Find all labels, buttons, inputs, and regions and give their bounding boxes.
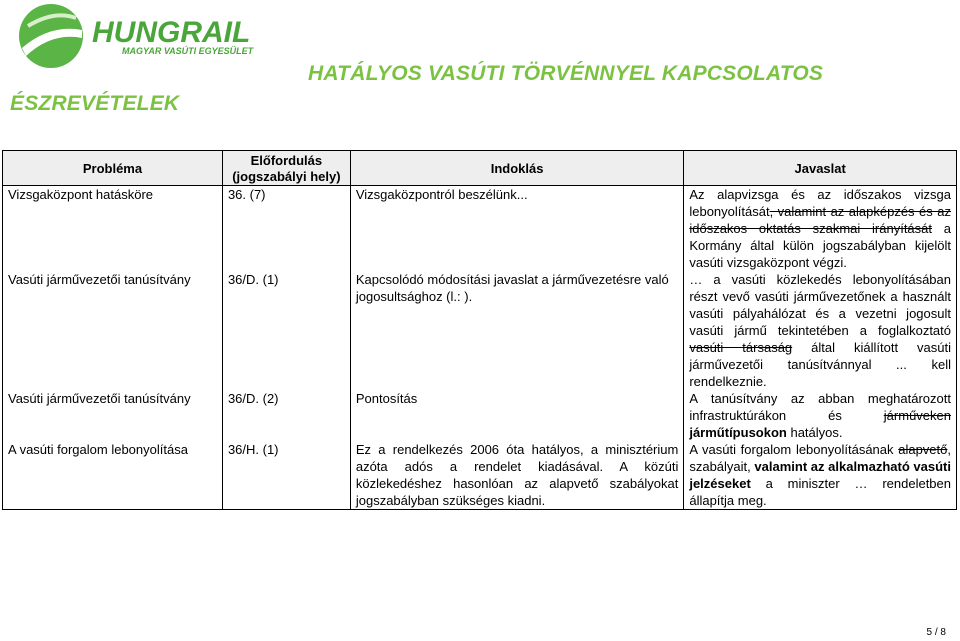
- cell-indoklas: Vizsgaközpontról beszélünk...: [350, 186, 684, 272]
- cell-hely: 36/H. (1): [222, 441, 350, 510]
- cell-indoklas: Pontosítás: [350, 390, 684, 441]
- cell-problema: Vasúti járművezetői tanúsítvány: [3, 271, 223, 390]
- javaslat-text: , szabályait,: [689, 442, 951, 474]
- javaslat-deleted-text: vasúti társaság: [689, 340, 793, 355]
- javaslat-deleted-text: , valamint az alapképzés és az időszakos oktatás szakmai irányítását: [689, 204, 951, 236]
- cell-hely: 36/D. (1): [222, 271, 350, 390]
- logo-wordmark: HUNGRAIL: [92, 16, 251, 49]
- javaslat-text: a Kormány által külön jogszabályban kijelölt vasúti vizsgaközpont végzi.: [689, 221, 951, 270]
- javaslat-deleted-text: alapvető: [898, 442, 948, 457]
- javaslat-deleted-text: járműveken: [883, 408, 951, 423]
- cell-problema: A vasúti forgalom lebonyolítása: [3, 441, 223, 510]
- cell-hely: 36. (7): [222, 186, 350, 272]
- javaslat-text: A vasúti forgalom lebonyolításának: [689, 442, 899, 457]
- cell-javaslat: [684, 186, 957, 272]
- header-elofordulas: [222, 151, 350, 186]
- table-row: [3, 271, 957, 390]
- page-title-line-1: HATÁLYOS VASÚTI TÖRVÉNNYEL KAPCSOLATOS: [308, 62, 824, 85]
- table-row: [3, 390, 957, 441]
- cell-problema: Vasúti járművezetői tanúsítvány: [3, 390, 223, 441]
- header-problema: Probléma: [3, 151, 223, 186]
- hungrail-logo-graphic: [14, 2, 274, 72]
- header-javaslat: Javaslat: [684, 151, 957, 186]
- cell-javaslat: [684, 441, 957, 510]
- cell-problema: Vizsgaközpont hatásköre: [3, 186, 223, 272]
- javaslat-text: … a vasúti közlekedés lebonyolításában részt vevő vasúti járművezetőnek a használt vasúti pályahálózat és a vezetni jogosult vasúti jármű tekintetében a foglalkoztató: [689, 272, 951, 338]
- javaslat-added-text: járműtípusokon: [689, 425, 787, 440]
- javaslat-added-text: valamint az alkalmazható vasúti jelzéseket: [689, 459, 951, 491]
- hungrail-logo: [14, 2, 274, 72]
- javaslat-text: hatályos.: [786, 425, 843, 440]
- javaslat-text: által kiállított vasúti járművezetői tanúsítvánnyal ... kell rendelkeznie.: [689, 340, 951, 389]
- javaslat-text: A tanúsítvány az abban meghatározott infrastruktúrákon és: [689, 391, 951, 423]
- cell-indoklas: Ez a rendelkezés 2006 óta hatályos, a minisztérium azóta adós a rendelet kiadásával. A közúti közlekedéshez hasonlóan az alapvető szabályokat jogszabályban szükséges kiadni.: [350, 441, 684, 510]
- table-row: [3, 186, 957, 272]
- page-number: 5 / 8: [926, 627, 946, 638]
- javaslat-text: Az alapvizsga és az időszakos vizsga lebonyolítását: [689, 187, 951, 219]
- header-elofordulas-line2: (jogszabályi hely): [232, 169, 341, 184]
- cell-indoklas: Kapcsolódó módosítási javaslat a járművezetésre való jogosultsághoz (l.: ).: [350, 271, 684, 390]
- observations-table: [2, 150, 957, 510]
- page-title-line-2: ÉSZREVÉTELEK: [10, 92, 180, 115]
- logo-tagline: MAGYAR VASÚTI EGYESÜLET: [122, 46, 254, 56]
- cell-javaslat: [684, 390, 957, 441]
- header-elofordulas-line1: Előfordulás: [250, 153, 323, 168]
- table-row: [3, 441, 957, 510]
- cell-hely: 36/D. (2): [222, 390, 350, 441]
- table-header-row: [3, 151, 957, 186]
- cell-javaslat: [684, 271, 957, 390]
- javaslat-text: a miniszter … rendeletben állapítja meg.: [689, 476, 951, 508]
- header-indoklas: Indoklás: [350, 151, 684, 186]
